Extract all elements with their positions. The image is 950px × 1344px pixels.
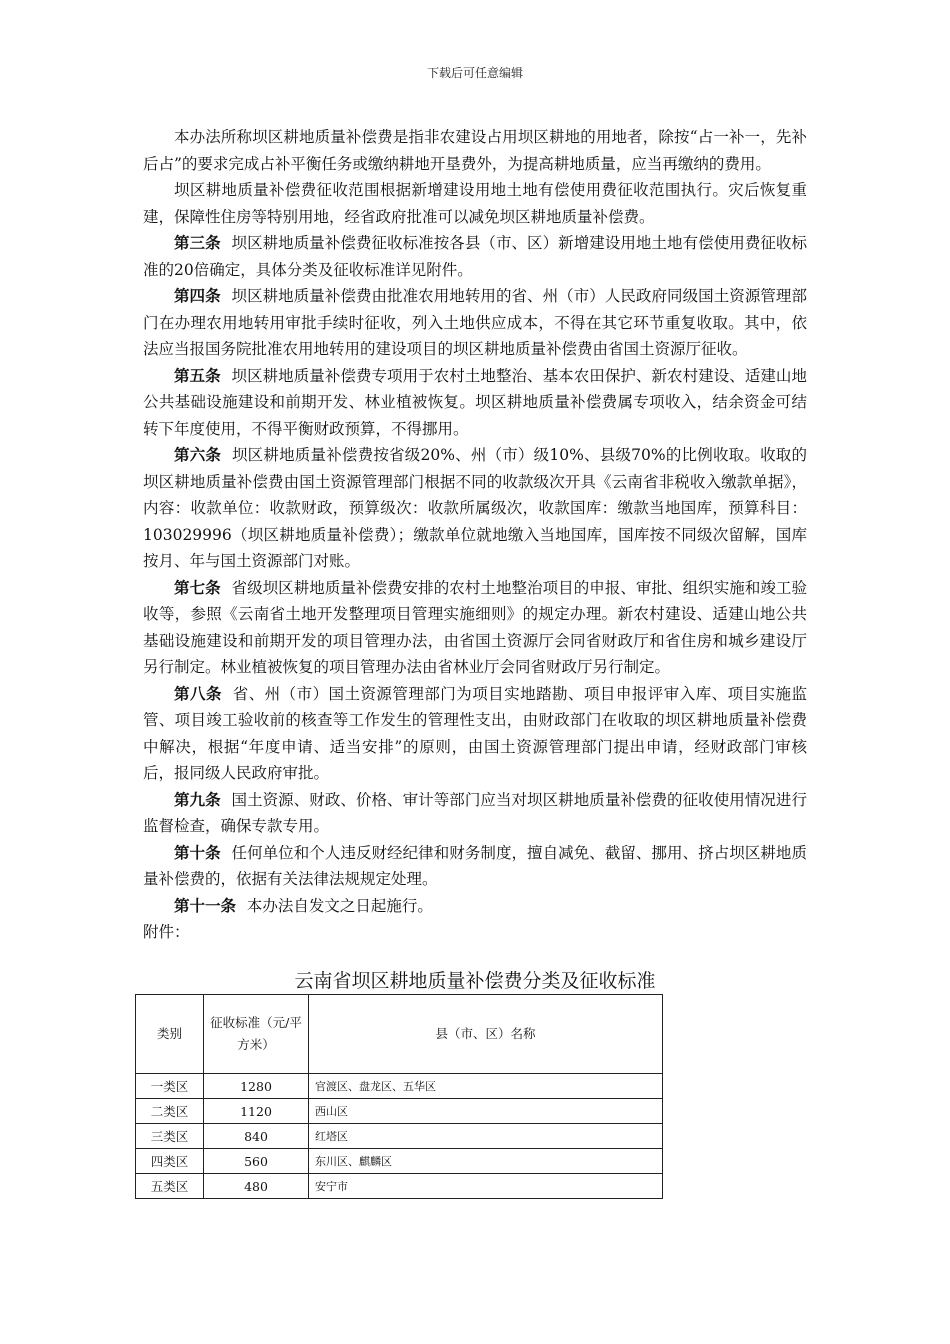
- table-title: 云南省坝区耕地质量补偿费分类及征收标准: [294, 970, 656, 992]
- cell-category: 二类区: [136, 1099, 204, 1124]
- cell-counties: 官渡区、盘龙区、五华区: [309, 1074, 663, 1099]
- article-7: [143, 575, 807, 681]
- cell-rate: 560: [204, 1149, 309, 1174]
- article-text: 坝区耕地质量补偿费专项用于农村土地整治、基本农田保护、新农村建设、适建山地公共基础设施建设和前期开发、林业植被恢复。坝区耕地质量补偿费属专项收入，结余资金可结转下年度使用，不得平衡财政预算，不得挪用。: [143, 366, 807, 438]
- cell-counties: 红塔区: [309, 1124, 663, 1149]
- article-3: [143, 230, 807, 283]
- document-body: [143, 124, 807, 946]
- attachment-label: 附件：: [143, 923, 190, 941]
- paragraph-definition: [143, 124, 807, 177]
- article-text: 任何单位和个人违反财经纪律和财务制度，擅自减免、截留、挪用、挤占坝区耕地质量补偿费的，依据有关法律法规规定处理。: [143, 843, 807, 888]
- article-5: [143, 363, 807, 443]
- article-number: 第十条: [174, 842, 221, 862]
- cell-counties: 东川区、麒麟区: [309, 1149, 663, 1174]
- article-text: 本办法自发文之日起施行。: [246, 896, 433, 915]
- cell-rate: 840: [204, 1124, 309, 1149]
- article-9: [143, 787, 807, 840]
- article-number: 第五条: [174, 365, 221, 385]
- cell-rate: 1120: [204, 1099, 309, 1124]
- article-text: 省级坝区耕地质量补偿费安排的农村土地整治项目的申报、审批、组织实施和竣工验收等，参照《云南省土地开发整理项目管理实施细则》的规定办理。新农村建设、适建山地公共基础设施建设和前期开发的项目管理办法，由省国土资源厅会同省财政厅和省住房和城乡建设厅另行制定。林业植被恢复的项目管理办法由省林业厅会同省财政厅另行制定。: [143, 578, 807, 676]
- table-row: [136, 1124, 663, 1149]
- article-8: [143, 681, 807, 787]
- article-10: [143, 840, 807, 893]
- cell-rate: 480: [204, 1174, 309, 1199]
- article-number: 第六条: [174, 445, 222, 464]
- article-text: 国土资源、财政、价格、审计等部门应当对坝区耕地质量补偿费的征收使用情况进行监督检查，确保专款专用。: [143, 790, 807, 835]
- article-number: 第十一条: [174, 895, 237, 915]
- table-row: [136, 1099, 663, 1124]
- article-text: 坝区耕地质量补偿费由批准农用地转用的省、州（市）人民政府同级国土资源管理部门在办理农用地转用审批手续时征收，列入土地供应成本，不得在其它环节重复收取。其中，依法应当报国务院批准农用地转用的建设项目的坝区耕地质量补偿费由省国土资源厅征收。: [143, 287, 807, 358]
- article-number: 第三条: [174, 233, 221, 252]
- article-6: [143, 442, 807, 575]
- cell-counties: 安宁市: [309, 1174, 663, 1199]
- cell-category: 四类区: [136, 1149, 204, 1174]
- article-4: [143, 283, 807, 363]
- paragraph-scope: [143, 177, 807, 230]
- cell-counties: 西山区: [309, 1099, 663, 1124]
- header-category: 类别: [136, 995, 204, 1074]
- table-header-row: [136, 995, 663, 1074]
- header-rate: 征收标准（元/平方米）: [204, 995, 309, 1074]
- cell-category: 一类区: [136, 1074, 204, 1099]
- paragraph-text: 本办法所称坝区耕地质量补偿费是指非农建设占用坝区耕地的用地者，除按“占一补一，先补后占”的要求完成占补平衡任务或缴纳耕地开垦费外，为提高耕地质量，应当再缴纳的费用。: [143, 128, 807, 173]
- article-number: 第八条: [174, 683, 222, 703]
- header-counties: 县（市、区）名称: [309, 995, 663, 1074]
- cell-category: 三类区: [136, 1124, 204, 1149]
- table-row: [136, 1074, 663, 1099]
- page-header: 下载后可任意编辑: [426, 66, 523, 80]
- article-text: 省、州（市）国土资源管理部门为项目实地踏勘、项目申报评审入库、项目实施监管、项目竣工验收前的核查等工作发生的管理性支出，由财政部门在收取的坝区耕地质量补偿费中解决，根据“年度申请、适当安排”的原则，由国土资源管理部门提出申请，经财政部门审核后，报同级人民政府审批。: [143, 684, 807, 782]
- article-11: [143, 893, 807, 920]
- cell-rate: 1280: [204, 1074, 309, 1099]
- fee-standard-table: [135, 994, 663, 1199]
- paragraph-text: 坝区耕地质量补偿费征收范围根据新增建设用地土地有偿使用费征收范围执行。灾后恢复重建，保障性住房等特别用地，经省政府批准可以减免坝区耕地质量补偿费。: [143, 181, 807, 226]
- article-text: 坝区耕地质量补偿费征收标准按各县（市、区）新增建设用地土地有偿使用费征收标准的20倍确定，具体分类及征收标准详见附件。: [143, 234, 807, 279]
- article-number: 第九条: [174, 789, 221, 809]
- table-row: [136, 1149, 663, 1174]
- article-number: 第七条: [174, 577, 221, 597]
- article-text: 坝区耕地质量补偿费按省级20%、州（市）级10%、县级70%的比例收取。收取的坝区耕地质量补偿费由国土资源管理部门根据不同的收款级次开具《云南省非税收入缴款单据》，内容：收款单位：收款财政，预算级次：收款所属级次，收款国库：缴款当地国库，预算科目：103029996（坝区耕地质量补偿费）；缴款单位就地缴入当地国库，国库按不同级次留解，国库按月、年与国土资源部门对账。: [143, 446, 807, 570]
- table-row: [136, 1174, 663, 1199]
- cell-category: 五类区: [136, 1174, 204, 1199]
- article-number: 第四条: [174, 286, 221, 305]
